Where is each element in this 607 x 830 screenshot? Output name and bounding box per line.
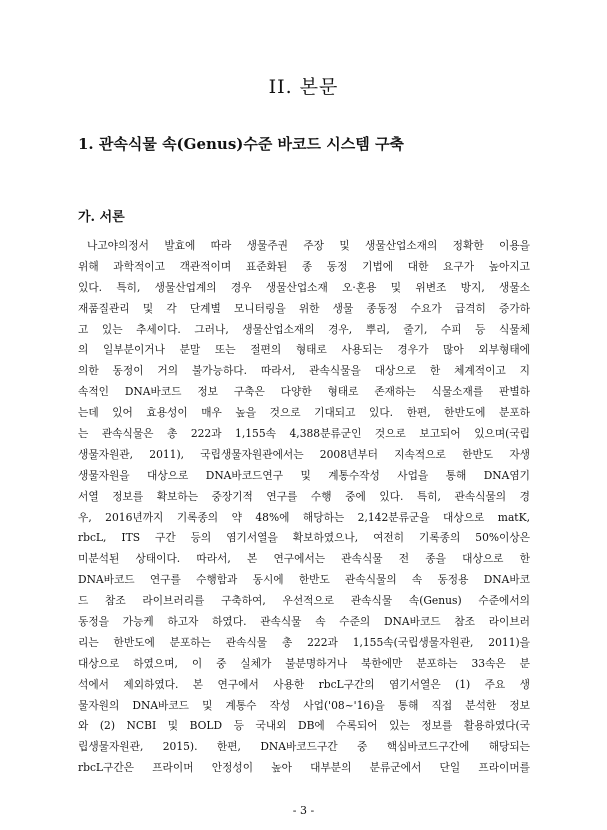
- paragraph-line: rbcL구간은 프라이머 안정성이 높아 대부분의 분류군에서 단일 프라이머를: [78, 761, 530, 775]
- paragraph-line: 는데 있어 효용성이 매우 높을 것으로 기대되고 있다. 한편, 한반도에 분포하: [78, 406, 530, 420]
- page-number: - 3 -: [292, 804, 315, 817]
- paragraph-line: 서열 정보를 확보하는 중장기적 연구를 수행 중에 있다. 특히, 관속식물의 경: [78, 489, 530, 503]
- subsection-title: 가. 서론: [78, 210, 125, 225]
- paragraph-line: 있다. 특히, 생물산업계의 경우 생물산업소재 오·혼용 및 위변조 방지, 생물소: [78, 280, 530, 294]
- paragraph-line: DNA바코드 연구를 수행함과 동시에 한반도 관속식물의 속 동정용 DNA바코: [78, 573, 530, 587]
- paragraph-line: 미분석된 상태이다. 따라서, 본 연구에서는 관속식물 전 종을 대상으로 한: [78, 552, 530, 566]
- paragraph-line: 우, 2016년까지 기록종의 약 48%에 해당하는 2,142분류군을 대상으로 matK,: [78, 510, 530, 524]
- paragraph-line: 드 참조 라이브러리를 구축하여, 우선적으로 관속식물 속(Genus) 수준에서의: [78, 594, 530, 608]
- paragraph-line: 위해 과학적이고 객관적이며 표준화된 종 동정 기법에 대한 요구가 높아지고: [78, 259, 530, 273]
- body-paragraph: [78, 236, 530, 779]
- paragraph-line: 와 (2) NCBI 및 BOLD 등 국내외 DB에 수록되어 있는 정보를 활용하였다(국: [78, 719, 530, 733]
- paragraph-line: 재품질관리 및 각 단계별 모니터링을 위한 생물 종동정 수요가 급격히 증가하: [78, 301, 530, 315]
- paragraph-line: 나고야의정서 발효에 따라 생물주권 주장 및 생물산업소재의 정확한 이용을: [87, 239, 530, 252]
- paragraph-line: 생물자원관, 2011), 국립생물자원관에서는 2008년부터 지속적으로 한반도 자생: [78, 447, 530, 461]
- paragraph-line: 립생물자원관, 2015). 한편, DNA바코드구간 중 핵심바코드구간에 해당되는: [78, 740, 530, 754]
- section-title: 1. 관속식물 속(Genus)수준 바코드 시스템 구축: [78, 135, 404, 153]
- paragraph-line: 리는 한반도에 분포하는 관속식물 총 222과 1,155속(국립생물자원관, 2011)을: [78, 635, 530, 649]
- paragraph-line: 석에서 제외하였다. 본 연구에서 사용한 rbcL구간의 염기서열은 (1) 주요 생: [78, 677, 530, 691]
- paragraph-line: 물자원의 DNA바코드 및 계통수 작성 사업('08~'16)을 통해 직접 분석한 정보: [78, 698, 530, 712]
- paragraph-line: 의 일부분이거나 분말 또는 절편의 형태로 사용되는 경우가 많아 외부형태에: [78, 343, 530, 357]
- paragraph-line: 의한 동정이 거의 불가능하다. 따라서, 관속식물을 대상으로 한 체계적이고 지: [78, 364, 530, 378]
- paragraph-line: 대상으로 하였으며, 이 중 실체가 불분명하거나 북한에만 분포하는 33속은 분: [78, 656, 530, 670]
- paragraph-line: 동정을 가능케 하고자 하였다. 관속식물 속 수준의 DNA바코드 참조 라이브러: [78, 615, 530, 629]
- chapter-heading: II. 본문: [268, 76, 339, 98]
- paragraph-line: 속적인 DNA바코드 정보 구축은 다양한 형태로 존재하는 식물소재를 판별하: [78, 385, 530, 399]
- paragraph-line: 는 관속식물은 총 222과 1,155속 4,388분류군인 것으로 보고되어 있으며(국립: [78, 427, 530, 441]
- paragraph-line: rbcL, ITS 구간 등의 염기서열을 확보하였으나, 여전히 기록종의 50%이상은: [78, 531, 530, 545]
- paragraph-line: 고 있는 추세이다. 그러나, 생물산업소재의 경우, 뿌리, 줄기, 수피 등 식물체: [78, 322, 530, 336]
- paragraph-line: 생물자원을 대상으로 DNA바코드연구 및 계통수작성 사업을 통해 DNA염기: [78, 468, 530, 482]
